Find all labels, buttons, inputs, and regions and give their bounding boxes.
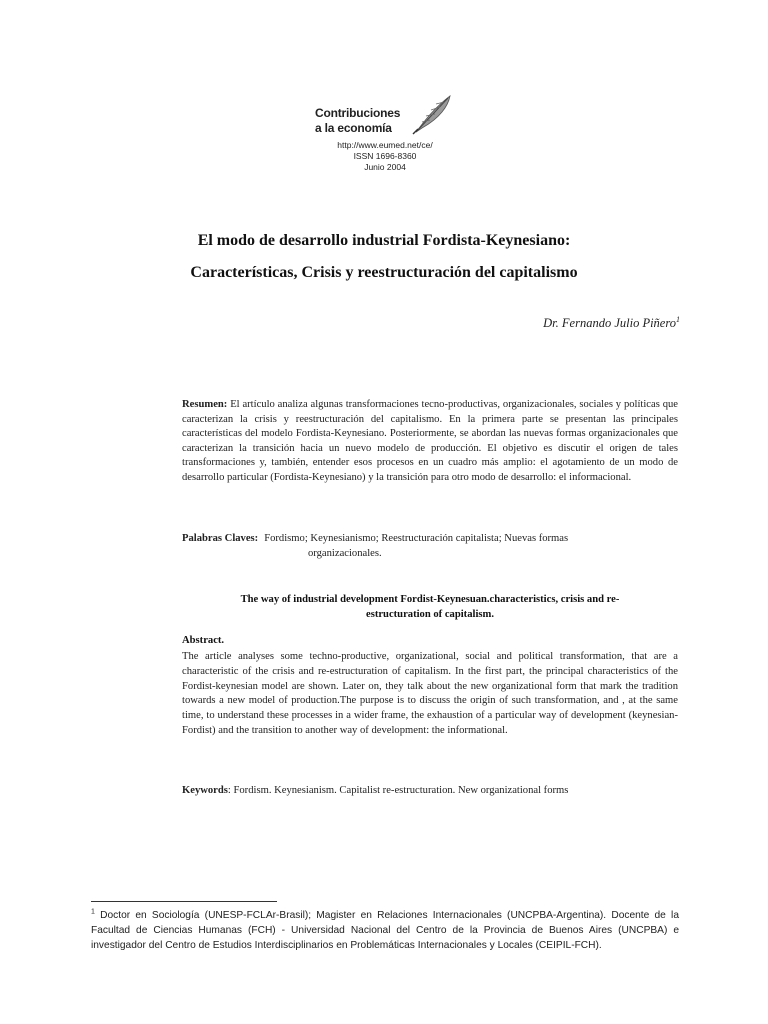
palabras-claves-label: Palabras Claves:: [182, 533, 259, 544]
palabras-claves-line-2: organizacionales.: [308, 547, 382, 559]
journal-issn: ISSN 1696-8360: [353, 151, 417, 161]
journal-logo-text: [315, 106, 400, 136]
journal-date: Junio 2004: [364, 162, 406, 172]
footnote: [91, 908, 679, 953]
abstract-heading: Abstract.: [182, 635, 225, 646]
resumen-text: El artículo analiza algunas transformaciones tecno-productivas, organizacionales, sociales y políticas que caracterizan la crisis y reestructuración del capitalismo. En la primera parte se presentan las principales características del modelo Fordista-Keynesiano. Posteriormente, se abordan las nuevas formas organizacionales que caracterizan la transición hacia un nuevo modelo de producción. El objetivo es discutir el origen de tales transformaciones y, también, entender esos procesos en un cuadro más amplio: el agotamiento de un modo de desarrollo particular (Fordista-Keynesiano) y la transición para otro modo de desarrollo: el informacional.: [182, 399, 678, 483]
keywords-label: Keywords: [182, 785, 228, 796]
journal-info: [300, 140, 470, 173]
english-title-line-2: estructuration of capitalism.: [366, 609, 494, 620]
article-title-line-1: El modo de desarrollo industrial Fordista-Keynesiano:: [197, 232, 571, 249]
english-title-line-1: The way of industrial development Fordist-Keynesuan.characteristics, crisis and re-: [240, 594, 620, 605]
english-title: [182, 592, 678, 622]
article-title-line-2: Características, Crisis y reestructuración del capitalismo: [190, 264, 578, 281]
author-line: [400, 316, 680, 331]
author-footnote-mark: 1: [676, 314, 680, 324]
palabras-claves-line-1: Fordismo; Keynesianismo; Reestructuración capitalista; Nuevas formas: [264, 533, 569, 544]
resumen-label: Resumen:: [182, 399, 228, 410]
abstract-text: The article analyses some techno-productive, organizational, social and political transformation, that are a characteristic of the crisis and re-estructuration of capitalism. In the first part, the principal characteristics of the Fordist-keynesian model are shown. Later on, they talk about the new organizational form that mark the tradition towards a new model of production.The purpose is to discuss the origin of such transformation, and , at the same time, to understand these processes in a wider frame, the exhaustion of a particular way of development (keynesian-Fordist) and the transition to another way of development: the informational.: [182, 651, 678, 736]
logo-line-1: Contribuciones: [315, 106, 401, 120]
footnote-text: Doctor en Sociología (UNESP-FCLAr-Brasil); Magister en Relaciones Internacionales (UNCPBA-Argentina). Docente de la Facultad de Ciencias Humanas (FCH) - Universidad Nacional del Centro de la Provincia de Buenos Aires (UNCPBA) e investigador del Centro de Estudios Interdisciplinarios en Problemáticas Internacionales y Locales (CEIPIL-FCH).: [91, 910, 679, 951]
footnote-separator: [91, 901, 277, 902]
palabras-claves: [182, 532, 678, 561]
abstract-label: Abstract: [182, 635, 222, 646]
keywords-line: [182, 784, 678, 798]
footnote-mark: 1: [91, 908, 95, 916]
author-name: Dr. Fernando Julio Piñero: [543, 316, 676, 330]
keywords-text: : Fordism. Keynesianism. Capitalist re-estructuration. New organizational forms: [227, 785, 569, 796]
quill-feather-icon: [410, 92, 456, 136]
logo-line-2: a la economía: [315, 121, 392, 135]
resumen-paragraph: [182, 398, 678, 485]
journal-url[interactable]: http://www.eumed.net/ce/: [337, 140, 433, 150]
